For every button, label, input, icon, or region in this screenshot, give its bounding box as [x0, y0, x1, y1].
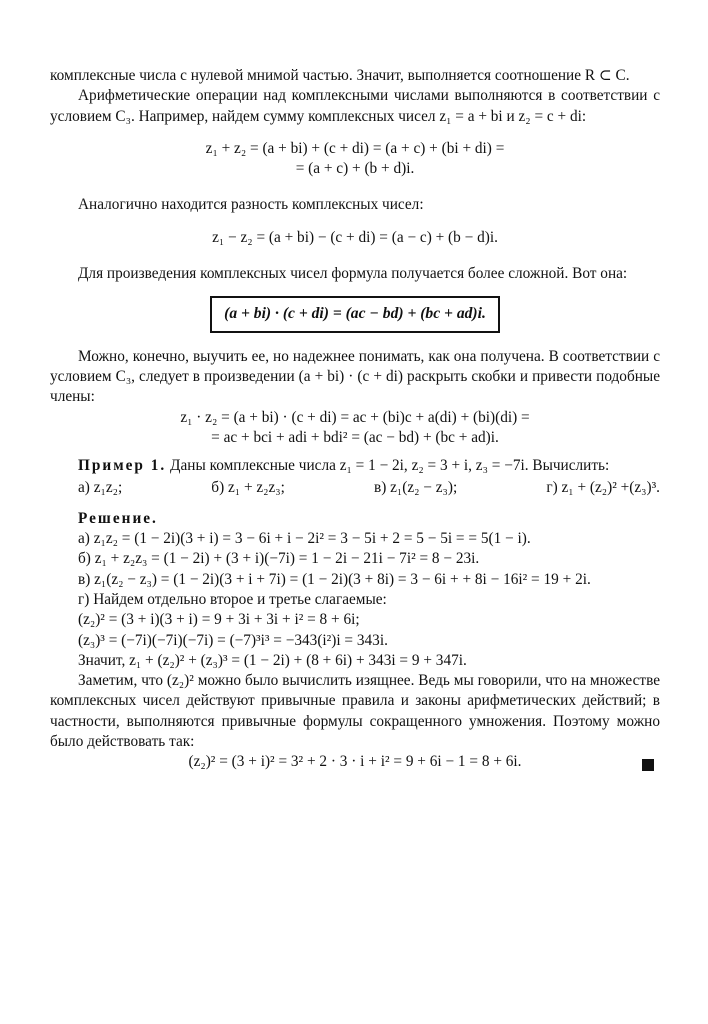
paragraph-derivation: Можно, конечно, выучить ее, но надежнее понимать, как она получена. В соответствии с условием С₃, следует в произведении (a + bi) · (c + di) раскрыть скобки и привести подобные члены: [50, 347, 660, 406]
task-v: в) z₁(z₂ − z₃); [374, 479, 458, 497]
formula-product-line1: z₁ · z₂ = (a + bi) · (c + di) = ac + (bi)c + a(di) + (bi)(di) = [180, 408, 530, 426]
task-b: б) z₁ + z₂z₃; [211, 479, 285, 497]
task-a: а) z₁z₂; [78, 479, 123, 497]
boxed-product-formula: (a + bi) · (c + di) = (ac − bd) + (bc + ad)i. [210, 296, 500, 332]
paragraph-arithmetic: Арифметические операции над комплексными числами выполняются в соответствии с условием С₃. Например, найдем сумму комплексных чисел z₁ = a + bi и z₂ = c + di: [50, 87, 660, 125]
solution-g-square: (z₂)² = (3 + i)(3 + i) = 9 + 3i + 3i + i² = 8 + 6i; [78, 611, 360, 629]
formula-sum-line2: = (a + c) + (b + d)i. [295, 160, 415, 178]
example-1-tasks [50, 478, 660, 498]
formula-sum-line1: z₁ + z₂ = (a + bi) + (c + di) = (a + c) + (bi + di) = [205, 139, 505, 157]
paragraph-difference: Аналогично находится разность комплексных чисел: [78, 196, 424, 214]
task-g: г) z₁ + (z₂)² +(z₃)³. [546, 479, 660, 497]
solution-g-intro: г) Найдем отдельно второе и третье слагаемые: [78, 590, 387, 608]
formula-difference: z₁ − z₂ = (a + bi) − (c + di) = (a − c) + (b − d)i. [212, 228, 498, 246]
final-formula-row [50, 752, 660, 772]
paragraph-remark: Заметим, что (z₂)² можно было вычислить изящнее. Ведь мы говорили, что на множестве комплексных чисел действуют привычные правила и законы арифметических действий; в частности, выполняются привычные формулы сокращенного умножения. Поэтому можно было действовать так: [50, 672, 660, 751]
solution-g-result: Значит, z₁ + (z₂)² + (z₃)³ = (1 − 2i) + (8 + 6i) + 343i = 9 + 347i. [78, 651, 467, 669]
paragraph-intro: комплексные числа с нулевой мнимой частью. Значит, выполняется соотношение R ⊂ C. [50, 67, 630, 84]
solution-heading: Решение. [78, 509, 158, 527]
formula-product-line2: = ac + bci + adi + bdi² = (ac − bd) + (bc + ad)i. [211, 428, 499, 446]
example-1-text: Даны комплексные числа z₁ = 1 − 2i, z₂ = 3 + i, z₃ = −7i. Вычислить: [166, 457, 610, 475]
textbook-page [50, 66, 660, 773]
solution-a: а) z₁z₂ = (1 − 2i)(3 + i) = 3 − 6i + i − 2i² = 3 − 5i + 2 = 5 − 5i = = 5(1 − i). [78, 530, 531, 548]
example-1-heading: Пример 1. [78, 457, 167, 475]
solution-v: в) z₁(z₂ − z₃) = (1 − 2i)(3 + i + 7i) = (1 − 2i)(3 + 8i) = 3 − 6i + + 8i − 16i² = 19 + 2i. [78, 570, 591, 588]
solution-g-cube: (z₃)³ = (−7i)(−7i)(−7i) = (−7)³i³ = −343(i²)i = 343i. [78, 631, 388, 649]
formula-square-shortcut: (z₂)² = (3 + i)² = 3² + 2 · 3 · i + i² = 9 + 6i − 1 = 8 + 6i. [188, 753, 522, 771]
paragraph-product: Для произведения комплексных чисел формула получается более сложной. Вот она: [78, 265, 628, 283]
end-of-solution-marker [642, 759, 654, 771]
example-1-statement [50, 456, 660, 476]
solution-b: б) z₁ + z₂z₃ = (1 − 2i) + (3 + i)(−7i) = 1 − 2i − 21i − 7i² = 8 − 23i. [78, 550, 480, 568]
